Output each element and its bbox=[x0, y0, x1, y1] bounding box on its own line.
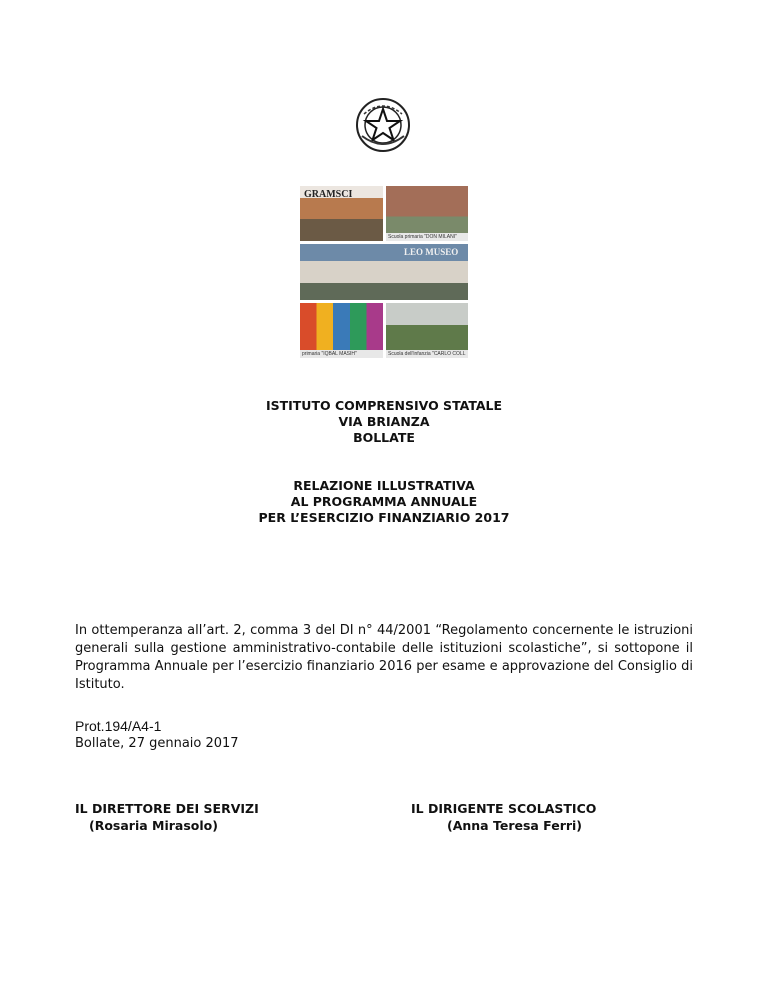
photo-label: LEO MUSEO bbox=[404, 247, 459, 257]
photo-leo-museo bbox=[300, 244, 468, 300]
signature-title: IL DIRETTORE DEI SERVIZI bbox=[75, 801, 259, 816]
intro-paragraph: In ottemperanza all’art. 2, comma 3 del DI n° 44/2001 “Regolamento concernente le istruzioni generali sulla gestione amministrativo-contabile delle istituzioni scolastiche”, si sottopone il Programma Annuale per l’esercizio finanziario 2016 per esame e approvazione del Consiglio di Istituto. bbox=[75, 623, 693, 692]
signature-name: (Rosaria Mirasolo) bbox=[89, 818, 218, 833]
signature-director bbox=[75, 800, 259, 834]
school-name: ISTITUTO COMPRENSIVO STATALE bbox=[265, 398, 503, 413]
signature-name: (Anna Teresa Ferri) bbox=[447, 818, 583, 833]
protocol-number: Prot.194/A4-1 bbox=[75, 718, 162, 734]
photo-carlo-collodi bbox=[386, 303, 468, 358]
signature-principal bbox=[411, 800, 596, 834]
italian-republic-emblem-icon bbox=[354, 96, 412, 154]
document-date: Bollate, 27 gennaio 2017 bbox=[75, 736, 239, 751]
photo-caption: Scuola primaria "DON MILANI" bbox=[386, 233, 468, 241]
document-title-block bbox=[0, 478, 768, 526]
photo-don-milani bbox=[386, 186, 468, 241]
photo-label: GRAMSCI bbox=[304, 189, 353, 200]
document-title-line: AL PROGRAMMA ANNUALE bbox=[290, 494, 478, 509]
school-photo-collage bbox=[300, 186, 468, 358]
school-street: VIA BRIANZA bbox=[338, 414, 430, 429]
document-title-line: RELAZIONE ILLUSTRATIVA bbox=[293, 478, 475, 493]
photo-caption: primaria "IQBAL MASIH" bbox=[300, 350, 383, 358]
signature-title: IL DIRIGENTE SCOLASTICO bbox=[411, 801, 597, 816]
photo-iqbal-masih bbox=[300, 303, 383, 358]
photo-gramsci bbox=[300, 186, 383, 241]
photo-caption: Scuola dell'infanzia "CARLO COLL bbox=[386, 350, 468, 358]
school-town: BOLLATE bbox=[353, 430, 415, 445]
school-name-block bbox=[0, 398, 768, 446]
document-title-line: PER L’ESERCIZIO FINANZIARIO 2017 bbox=[258, 510, 510, 525]
